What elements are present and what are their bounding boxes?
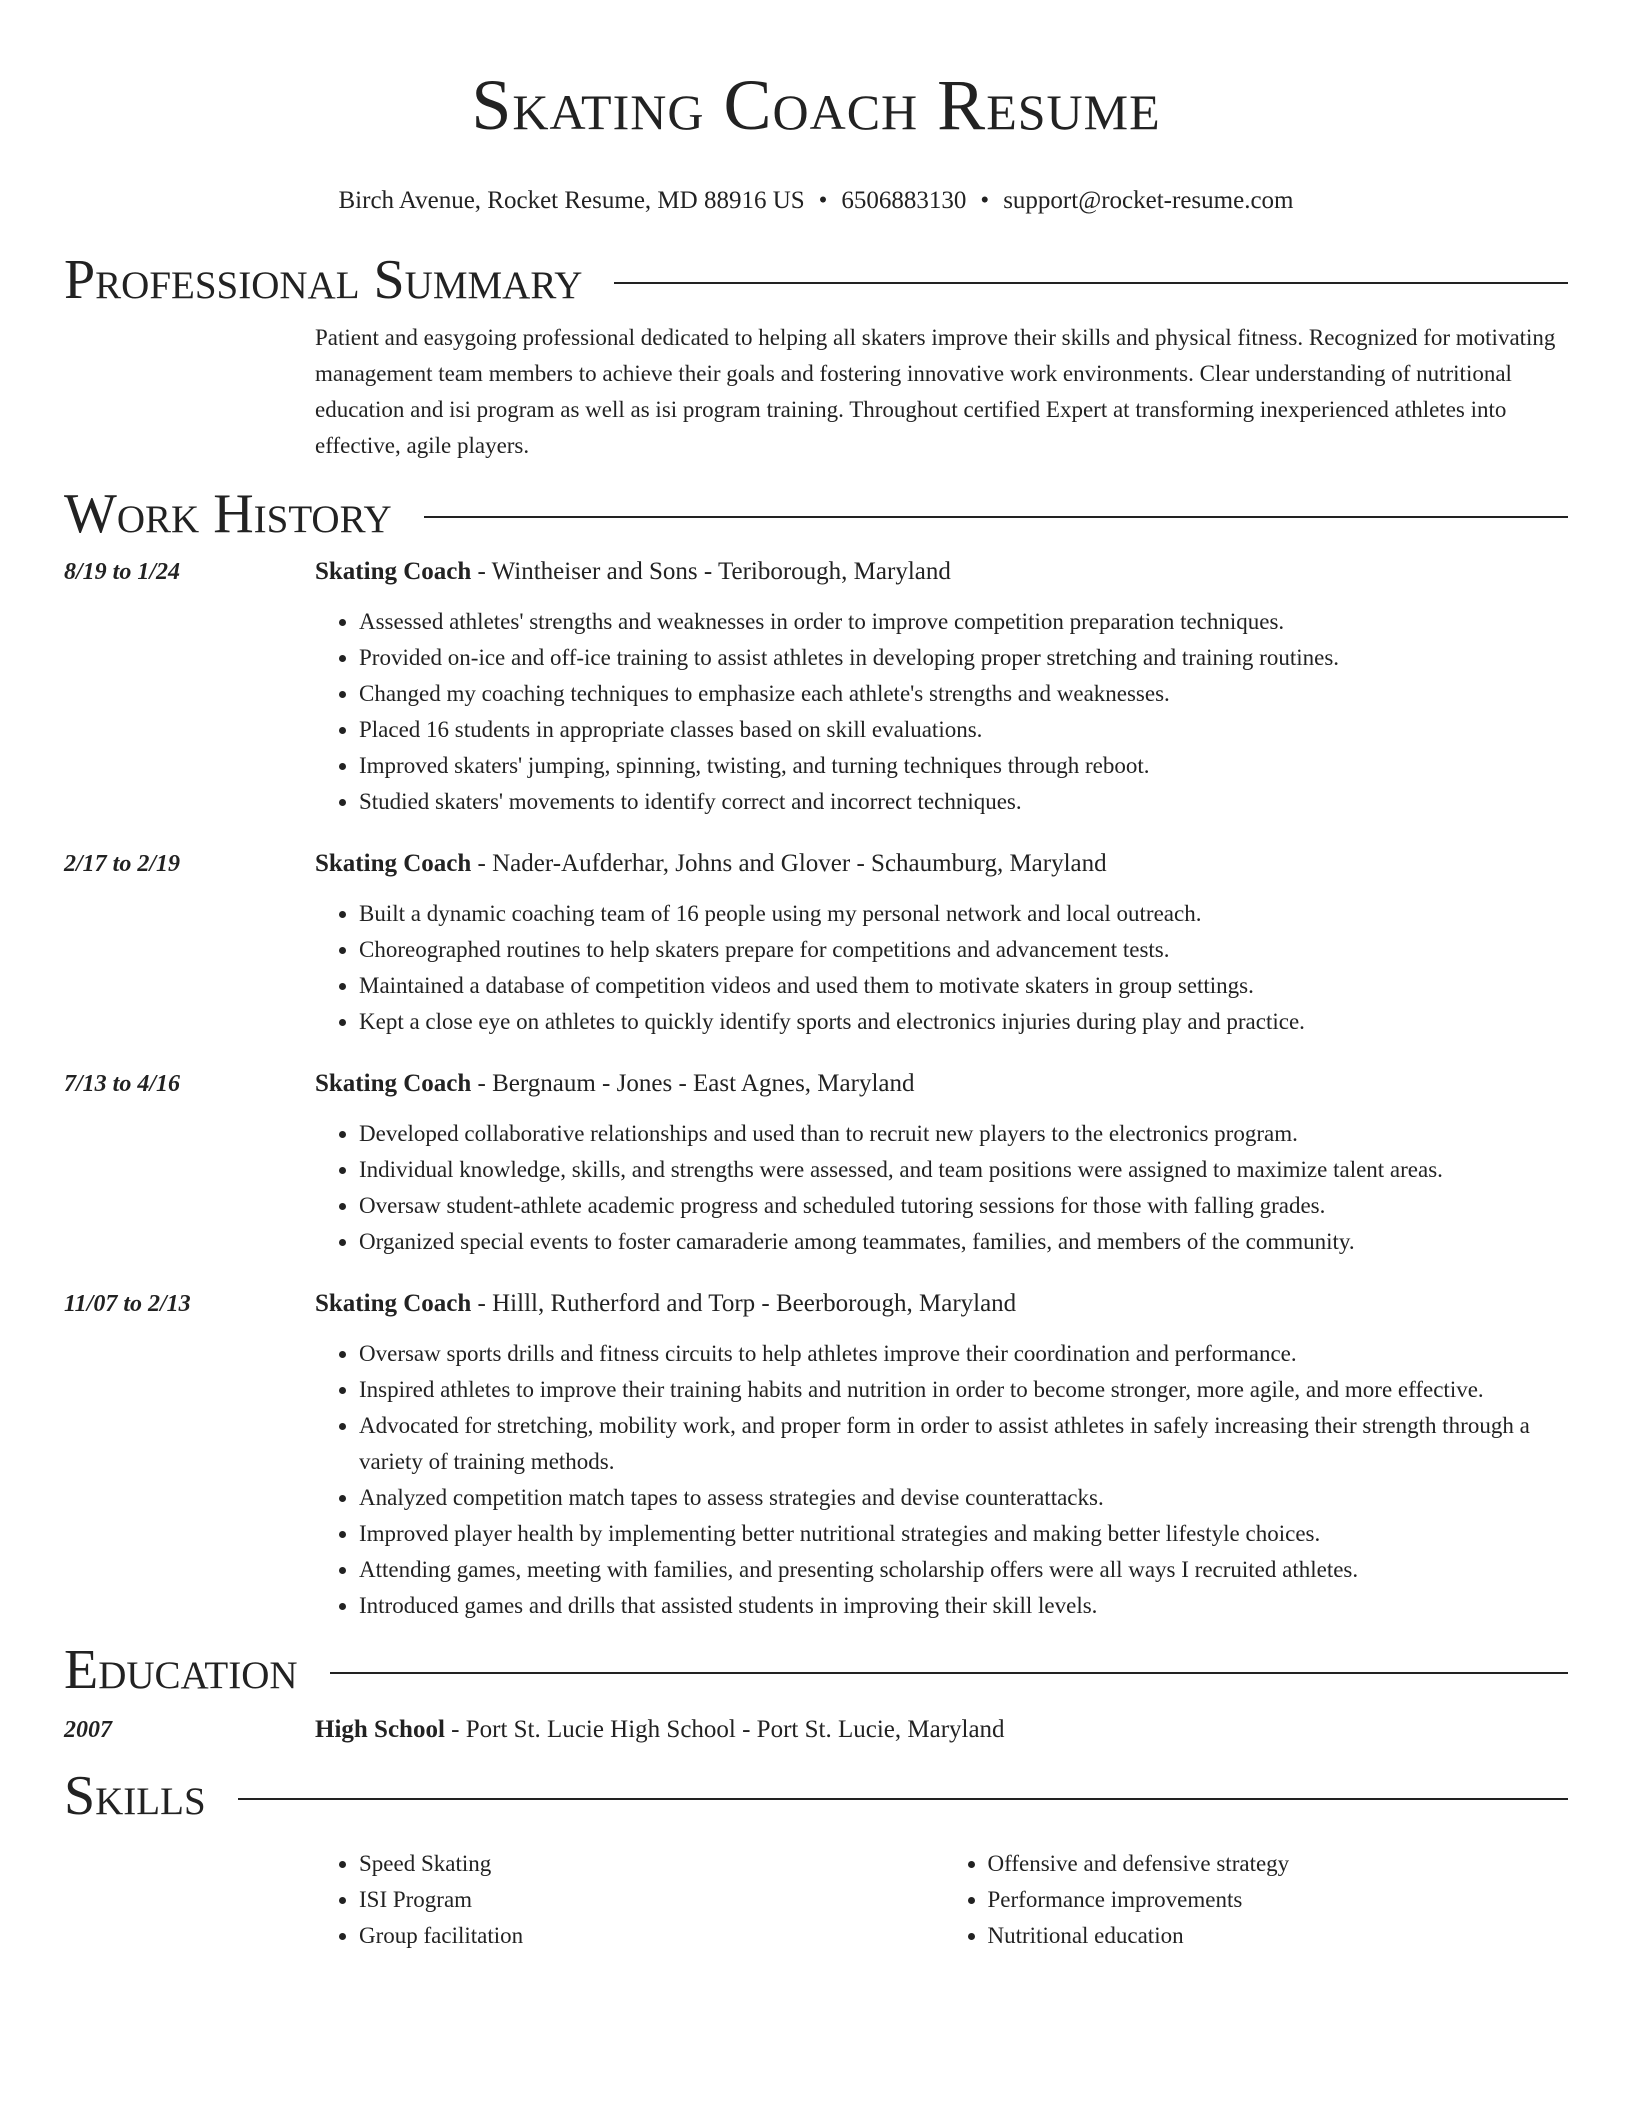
job-bullet: • Choreographed routines to help skaters prepare for competitions and advancement tests. — [359, 932, 1568, 968]
job-employer-location: - Wintheiser and Sons - Teriborough, Maryland — [471, 558, 951, 585]
section-divider — [238, 1798, 1568, 1800]
skill-item: • Offensive and defensive strategy — [988, 1846, 1569, 1882]
contact-line — [64, 186, 1568, 216]
job-employer-location: - Nader-Aufderhar, Johns and Glover - Schaumburg, Maryland — [471, 850, 1107, 877]
section-title-education: Education — [64, 1639, 298, 1701]
skills-list — [315, 1846, 1568, 1954]
resume-page — [64, 0, 1568, 1954]
job-role: Skating Coach — [315, 1290, 472, 1317]
job-bullet: • Maintained a database of competition videos and used them to motivate skaters in group settings. — [359, 968, 1568, 1004]
job-bullet: • Organized special events to foster camaraderie among teammates, families, and members of the community. — [359, 1224, 1568, 1260]
section-title-skills: Skills — [64, 1765, 206, 1827]
job-employer-location: - Bergnaum - Jones - East Agnes, Maryland — [471, 1070, 915, 1097]
contact-phone: 6506883130 — [841, 187, 967, 214]
job-bullet: • Changed my coaching techniques to emphasize each athlete's strengths and weaknesses. — [359, 676, 1568, 712]
skills-section-header — [64, 1766, 1568, 1826]
work-section-header — [64, 484, 1568, 544]
section-divider — [614, 282, 1568, 284]
job-bullet: • Attending games, meeting with families, and presenting scholarship offers were all ways I recruited athletes. — [359, 1552, 1568, 1588]
section-divider — [330, 1672, 1568, 1674]
job-bullet: • Studied skaters' movements to identify correct and incorrect techniques. — [359, 784, 1568, 820]
job-bullet: • Kept a close eye on athletes to quickly identify sports and electronics injuries during play and practice. — [359, 1004, 1568, 1040]
education-body — [315, 1712, 1568, 1748]
skill-item: • ISI Program — [359, 1882, 940, 1918]
section-title-work: Work History — [64, 483, 392, 545]
job-bullets — [315, 1116, 1568, 1260]
job-bullet: • Placed 16 students in appropriate classes based on skill evaluations. — [359, 712, 1568, 748]
job-dates: 2/17 to 2/19 — [64, 851, 181, 877]
job-body — [315, 846, 1568, 1040]
skill-item: • Speed Skating — [359, 1846, 940, 1882]
job-entry — [64, 846, 1568, 1040]
job-dates: 11/07 to 2/13 — [64, 1291, 191, 1317]
job-bullet: • Advocated for stretching, mobility work, and proper form in order to assist athletes in safely increasing their strength through a variety of training methods. — [359, 1408, 1568, 1480]
section-title-summary: Professional Summary — [64, 249, 583, 311]
job-heading — [315, 1066, 1568, 1102]
contact-separator: • — [980, 187, 990, 214]
skill-item: • Group facilitation — [359, 1918, 940, 1954]
job-bullet: • Individual knowledge, skills, and strengths were assessed, and team positions were assigned to maximize talent areas. — [359, 1152, 1568, 1188]
job-role: Skating Coach — [315, 558, 472, 585]
contact-email: support@rocket-resume.com — [1003, 187, 1294, 214]
job-bullet: • Improved player health by implementing better nutritional strategies and making better lifestyle choices. — [359, 1516, 1568, 1552]
education-section-header — [64, 1640, 1568, 1700]
education-heading — [315, 1712, 1568, 1748]
job-bullets — [315, 896, 1568, 1040]
job-entry — [64, 1066, 1568, 1260]
summary-text: Patient and easygoing professional dedicated to helping all skaters improve their skills and physical fitness. Recognized for motivating management team members to achieve their goals and fostering innovative work environments. Clear understanding of nutritional education and isi program as well as isi program training. Throughout certified Expert at transforming inexperienced athletes into effective, agile players. — [315, 325, 1556, 458]
job-bullet: • Built a dynamic coaching team of 16 people using my personal network and local outreach. — [359, 896, 1568, 932]
job-role: Skating Coach — [315, 1070, 472, 1097]
job-heading — [315, 846, 1568, 882]
job-bullet: • Oversaw sports drills and fitness circuits to help athletes improve their coordination and performance. — [359, 1336, 1568, 1372]
skills-column-right — [940, 1846, 1569, 1954]
job-dates: 8/19 to 1/24 — [64, 559, 181, 585]
job-bullet: • Inspired athletes to improve their training habits and nutrition in order to become stronger, more agile, and more effective. — [359, 1372, 1568, 1408]
education-entry — [64, 1712, 1568, 1748]
contact-separator: • — [818, 187, 828, 214]
job-bullets — [315, 1336, 1568, 1624]
resume-title: Skating Coach Resume — [471, 65, 1161, 145]
job-heading — [315, 554, 1568, 590]
job-entry — [64, 554, 1568, 820]
section-divider — [424, 516, 1568, 518]
summary-section-header — [64, 250, 1568, 310]
job-bullet: • Developed collaborative relationships and used than to recruit new players to the electronics program. — [359, 1116, 1568, 1152]
skill-item: • Performance improvements — [988, 1882, 1569, 1918]
job-bullet: • Analyzed competition match tapes to assess strategies and devise counterattacks. — [359, 1480, 1568, 1516]
job-heading — [315, 1286, 1568, 1322]
job-employer-location: - Hilll, Rutherford and Torp - Beerborough, Maryland — [471, 1290, 1017, 1317]
education-year: 2007 — [64, 1717, 112, 1743]
job-bullet: • Provided on-ice and off-ice training to assist athletes in developing proper stretching and training routines. — [359, 640, 1568, 676]
skill-item: • Nutritional education — [988, 1918, 1569, 1954]
work-history-list — [64, 554, 1568, 1624]
job-bullet: • Introduced games and drills that assisted students in improving their skill levels. — [359, 1588, 1568, 1624]
job-entry — [64, 1286, 1568, 1624]
job-role: Skating Coach — [315, 850, 472, 877]
education-degree: High School — [315, 1716, 445, 1743]
job-bullet: • Oversaw student-athlete academic progress and scheduled tutoring sessions for those with falling grades. — [359, 1188, 1568, 1224]
job-dates: 7/13 to 4/16 — [64, 1071, 181, 1097]
job-body — [315, 1286, 1568, 1624]
job-bullets — [315, 604, 1568, 820]
contact-address: Birch Avenue, Rocket Resume, MD 88916 US — [338, 187, 805, 214]
education-details: - Port St. Lucie High School - Port St. Lucie, Maryland — [444, 1716, 1005, 1743]
job-bullet: • Improved skaters' jumping, spinning, twisting, and turning techniques through reboot. — [359, 748, 1568, 784]
skills-column-left — [315, 1846, 940, 1954]
job-bullet: • Assessed athletes' strengths and weaknesses in order to improve competition preparation techniques. — [359, 604, 1568, 640]
job-body — [315, 1066, 1568, 1260]
job-body — [315, 554, 1568, 820]
